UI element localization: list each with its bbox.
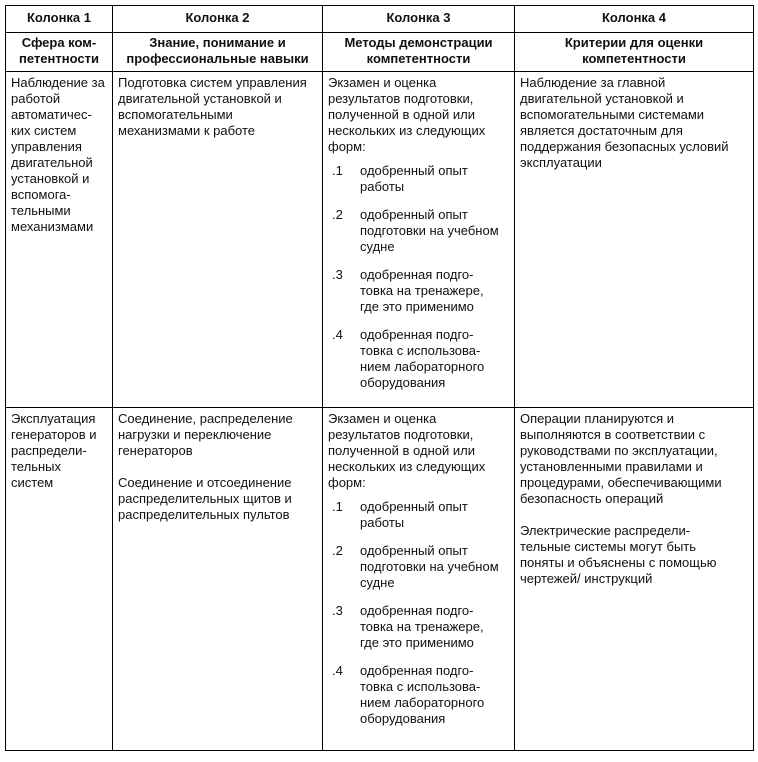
methods-list-item (328, 499, 509, 531)
methods-item-number: .3 (332, 603, 343, 618)
methods-intro: Экзамен и оценка результатов подготовки, полученной в одной или нескольких из следующих форм: (328, 75, 486, 154)
column-number-2: Колонка 2 (113, 6, 323, 33)
methods-item-number: .1 (332, 499, 343, 514)
competence-cell (6, 72, 113, 408)
methods-item-text: одобренный опыт работы (360, 163, 468, 194)
methods-list-item (328, 603, 509, 651)
competence-cell (6, 408, 113, 751)
methods-list-item (328, 207, 509, 255)
column-number-1: Колонка 1 (6, 6, 113, 33)
methods-item-number: .4 (332, 663, 343, 678)
knowledge-paragraph: Соединение, распределение нагрузки и переключение генераторов (118, 411, 293, 458)
criteria-paragraph: Электрические распредели- тельные системы могут быть поняты и объяснены с помощью чертежей/ инструкций (520, 523, 717, 586)
methods-list-item (328, 163, 509, 195)
column-number-4: Колонка 4 (515, 6, 754, 33)
table-row (6, 408, 754, 751)
methods-list-item (328, 663, 509, 727)
methods-item-number: .3 (332, 267, 343, 282)
methods-item-text: одобренный опыт подготовки на учебном судне (360, 543, 499, 590)
knowledge-cell (113, 408, 323, 751)
methods-item-text: одобренная подго- товка на тренажере, где это применимо (360, 603, 484, 650)
column-number-row (6, 6, 754, 33)
criteria-cell (515, 408, 754, 751)
heading-knowledge: Знание, понимание и профессиональные навыки (113, 33, 323, 72)
heading-competence: Сфера ком- петентности (6, 33, 113, 72)
criteria-cell (515, 72, 754, 408)
competence-table-page (5, 5, 753, 751)
competence-text: Наблюдение за работой автоматичес- ких систем управления двигательной установкой и вспомога- тельными механизмами (11, 75, 105, 234)
methods-item-number: .1 (332, 163, 343, 178)
knowledge-content (114, 409, 321, 523)
column-number-3: Колонка 3 (323, 6, 515, 33)
knowledge-paragraph: Подготовка систем управления двигательной установкой и вспомогательными механизмами к работе (118, 75, 307, 138)
table-row (6, 72, 754, 408)
knowledge-cell (113, 72, 323, 408)
methods-item-text: одобренная подго- товка на тренажере, где это применимо (360, 267, 484, 314)
methods-cell (323, 72, 515, 408)
methods-content (324, 73, 513, 391)
methods-cell (323, 408, 515, 751)
methods-item-number: .4 (332, 327, 343, 342)
knowledge-content (114, 73, 321, 139)
methods-item-number: .2 (332, 543, 343, 558)
criteria-content (516, 73, 752, 171)
criteria-paragraph: Операции планируются и выполняются в соответствии с руководствами по эксплуатации, установленными правилами и процедурами, обеспечивающими безопасность операций (520, 411, 722, 506)
heading-methods: Методы демонстрации компетентности (323, 33, 515, 72)
criteria-content (516, 409, 752, 587)
methods-item-text: одобренная подго- товка с использова- нием лабораторного оборудования (360, 327, 485, 390)
competence-table (5, 5, 754, 751)
criteria-paragraph: Наблюдение за главной двигательной установкой и вспомогательными системами является достаточным для поддержания безопасных условий эксплуатации (520, 75, 729, 170)
column-heading-row (6, 33, 754, 72)
methods-item-text: одобренный опыт работы (360, 499, 468, 530)
methods-list-item (328, 543, 509, 591)
methods-item-text: одобренный опыт подготовки на учебном судне (360, 207, 499, 254)
methods-item-number: .2 (332, 207, 343, 222)
methods-list-item (328, 267, 509, 315)
heading-criteria: Критерии для оценки компетентности (515, 33, 754, 72)
methods-list-item (328, 327, 509, 391)
methods-content (324, 409, 513, 727)
knowledge-paragraph: Соединение и отсоединение распределительных щитов и распределительных пультов (118, 475, 292, 522)
methods-item-text: одобренная подго- товка с использова- нием лабораторного оборудования (360, 663, 485, 726)
competence-text: Эксплуатация генераторов и распредели- тельных систем (11, 411, 97, 490)
methods-intro: Экзамен и оценка результатов подготовки, полученной в одной или нескольких из следующих форм: (328, 411, 486, 490)
